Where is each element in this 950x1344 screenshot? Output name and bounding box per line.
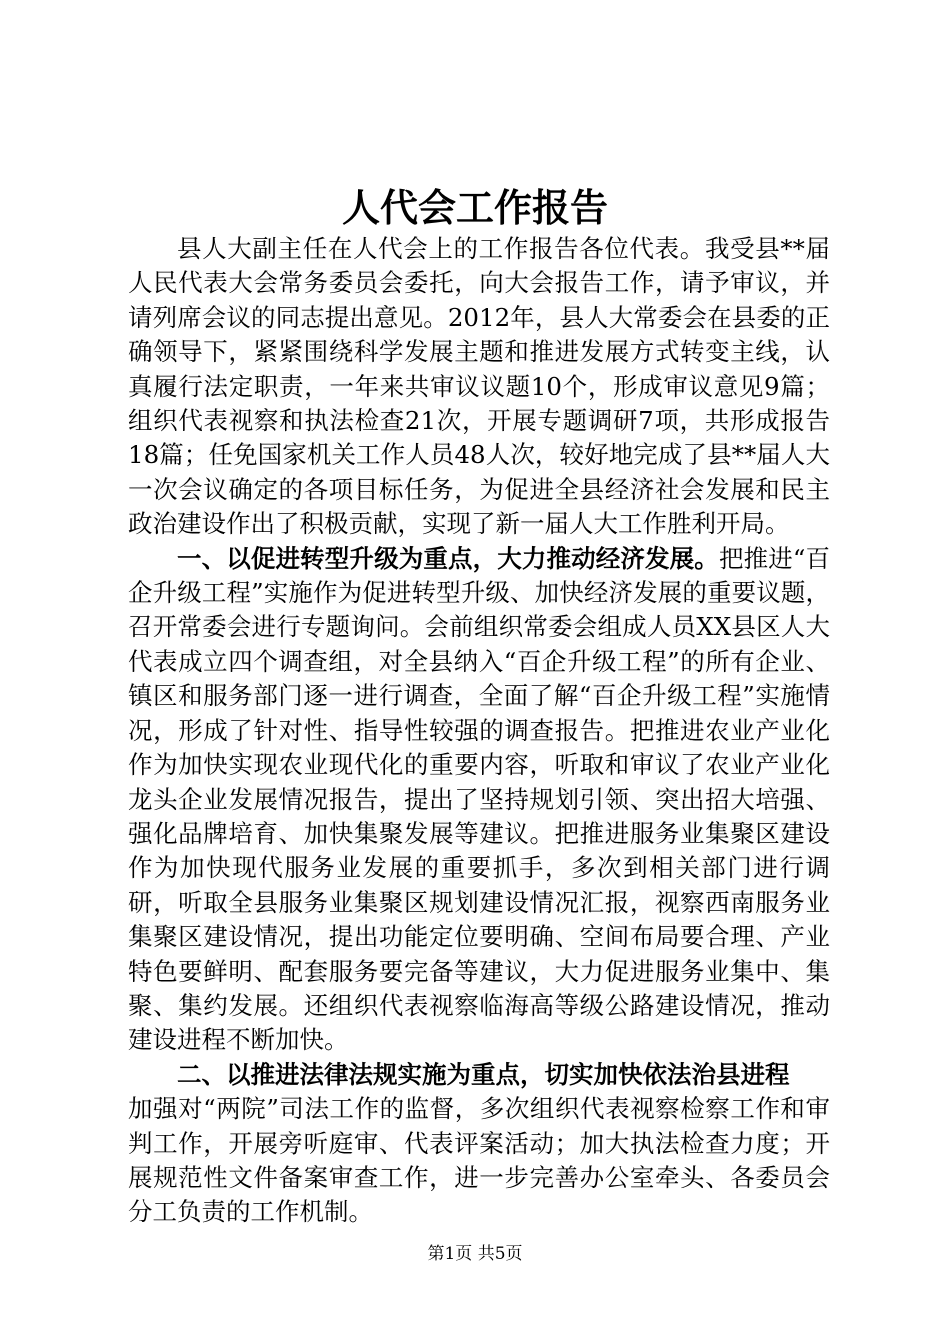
section-1-heading: 一、以促进转型升级为重点，大力推动经济发展。 [177, 543, 719, 573]
page-number-footer: 第1页 共5页 [427, 1244, 523, 1264]
paragraph-section-2-body [128, 1092, 830, 1230]
paragraph-section-2-heading [128, 1058, 830, 1092]
paragraph-intro [128, 232, 830, 542]
paragraph-section-1 [128, 542, 830, 1058]
document-title: 人代会工作报告 [341, 185, 608, 230]
section-2-text: 加强对“两院”司法工作的监督，多次组织代表视察检察工作和审判工作，开展旁听庭审、代表评案活动；加大执法检查力度；开展规范性文件备案审查工作，进一步完善办公室牵头、各委员会分工负责的工作机制。 [128, 1094, 830, 1227]
section-1-text: 把推进“百企升级工程”实施作为促进转型升级、加快经济发展的重要议题，召开常委会进行专题询问。会前组织常委会组成人员XX县区人大代表成立四个调查组，对全县纳入“百企升级工程”的所有企业、镇区和服务部门逐一进行调查，全面了解“百企升级工程”实施情况，形成了针对性、指导性较强的调查报告。把推进农业产业化作为加快实现农业现代化的重要内容，听取和审议了农业产业化龙头企业发展情况报告，提出了坚持规划引领、突出招大培强、强化品牌培育、加快集聚发展等建议。把推进服务业集聚区建设作为加快现代服务业发展的重要抓手，多次到相关部门进行调研，听取全县服务业集聚区规划建设情况汇报，视察西南服务业集聚区建设情况，提出功能定位要明确、空间布局要合理、产业特色要鲜明、配套服务要完备等建议，大力促进服务业集中、集聚、集约发展。还组织代表视察临海高等级公路建设情况，推动建设进程不断加快。 [128, 543, 830, 1055]
paragraph-intro-text: 县人大副主任在人代会上的工作报告各位代表。我受县**届人民代表大会常务委员会委托，向大会报告工作，请予审议，并请列席会议的同志提出意见。2012年，县人大常委会在县委的正确领导下，紧紧围绕科学发展主题和推进发展方式转变主线，认真履行法定职责，一年来共审议议题10个，形成审议意见9篇；组织代表视察和执法检查21次，开展专题调研7项，共形成报告18篇；任免国家机关工作人员48人次，较好地完成了县**届人大一次会议确定的各项目标任务，为促进全县经济社会发展和民主政治建设作出了积极贡献，实现了新一届人大工作胜利开局。 [128, 234, 830, 539]
section-2-heading: 二、以推进法律法规实施为重点，切实加快依法治县进程 [177, 1059, 790, 1089]
document-body [128, 232, 830, 1230]
